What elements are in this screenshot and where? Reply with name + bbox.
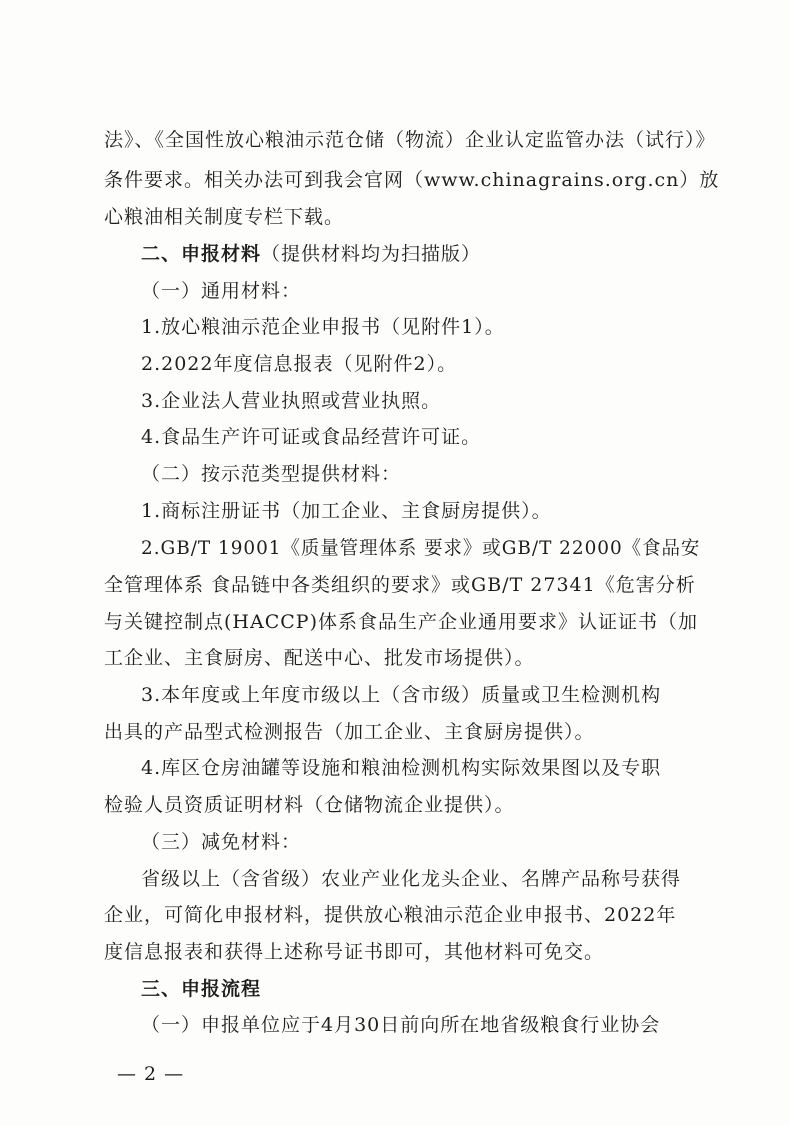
paragraph-line: 条件要求。相关办法可到我会官网（www.chinagrains.org.cn）放: [104, 169, 720, 191]
list-item-continuation: 与关键控制点(HACCP)体系食品生产企业通用要求》认证证书（加: [104, 611, 698, 633]
paragraph-line: 企业，可简化申报材料，提供放心粮油示范企业申报书、2022年: [104, 904, 677, 926]
page-number: — 2 —: [117, 1063, 185, 1085]
subsection-heading: （一）通用材料：: [141, 280, 302, 302]
list-item: 4.食品生产许可证或食品经营许可证。: [141, 426, 482, 448]
section-heading-title: 二、申报材料: [141, 243, 262, 265]
section-heading-process: 三、申报流程: [141, 978, 262, 1000]
subsection-heading: （三）减免材料：: [141, 831, 302, 853]
paragraph-line: （一）申报单位应于4月30日前向所在地省级粮食行业协会: [141, 1014, 661, 1036]
list-item: 4.库区仓房油罐等设施和粮油检测机构实际效果图以及专职: [141, 757, 662, 779]
text: 法》、《全国性放心粮油示范仓储（物流）企业认定监管办法（试行）》: [104, 129, 716, 151]
list-item-continuation: 工企业、主食厨房、配送中心、批发市场提供）。: [104, 647, 535, 669]
list-item-continuation: 检验人员资质证明材料（仓储物流企业提供）。: [104, 794, 515, 816]
paragraph-line: [104, 128, 716, 152]
list-item: 1.放心粮油示范企业申报书（见附件1）。: [141, 316, 505, 338]
paragraph-line: 心粮油相关制度专栏下载。: [104, 206, 345, 228]
list-item: 1.商标注册证书（加工企业、主食厨房提供）。: [141, 500, 552, 522]
list-item: 3.本年度或上年度市级以上（含市级）质量或卫生检测机构: [141, 684, 662, 706]
section-heading-materials: [141, 242, 481, 266]
list-item-continuation: 全管理体系 食品链中各类组织的要求》或GB/T 27341《危害分析: [104, 574, 696, 596]
paragraph-line: 省级以上（含省级）农业产业化龙头企业、名牌产品称号获得: [141, 868, 682, 890]
paragraph-line: 度信息报表和获得上述称号证书即可，其他材料可免交。: [104, 941, 605, 963]
list-item-continuation: 出具的产品型式检测报告（加工企业、主食厨房提供）。: [104, 721, 595, 743]
section-heading-note: （提供材料均为扫描版）: [261, 243, 482, 265]
list-item: 2.2022年度信息报表（见附件2）。: [141, 353, 458, 375]
list-item: 3.企业法人营业执照或营业执照。: [141, 390, 442, 412]
subsection-heading: （二）按示范类型提供材料：: [141, 463, 402, 485]
list-item: 2.GB/T 19001《质量管理体系 要求》或GB/T 22000《食品安: [141, 537, 701, 559]
